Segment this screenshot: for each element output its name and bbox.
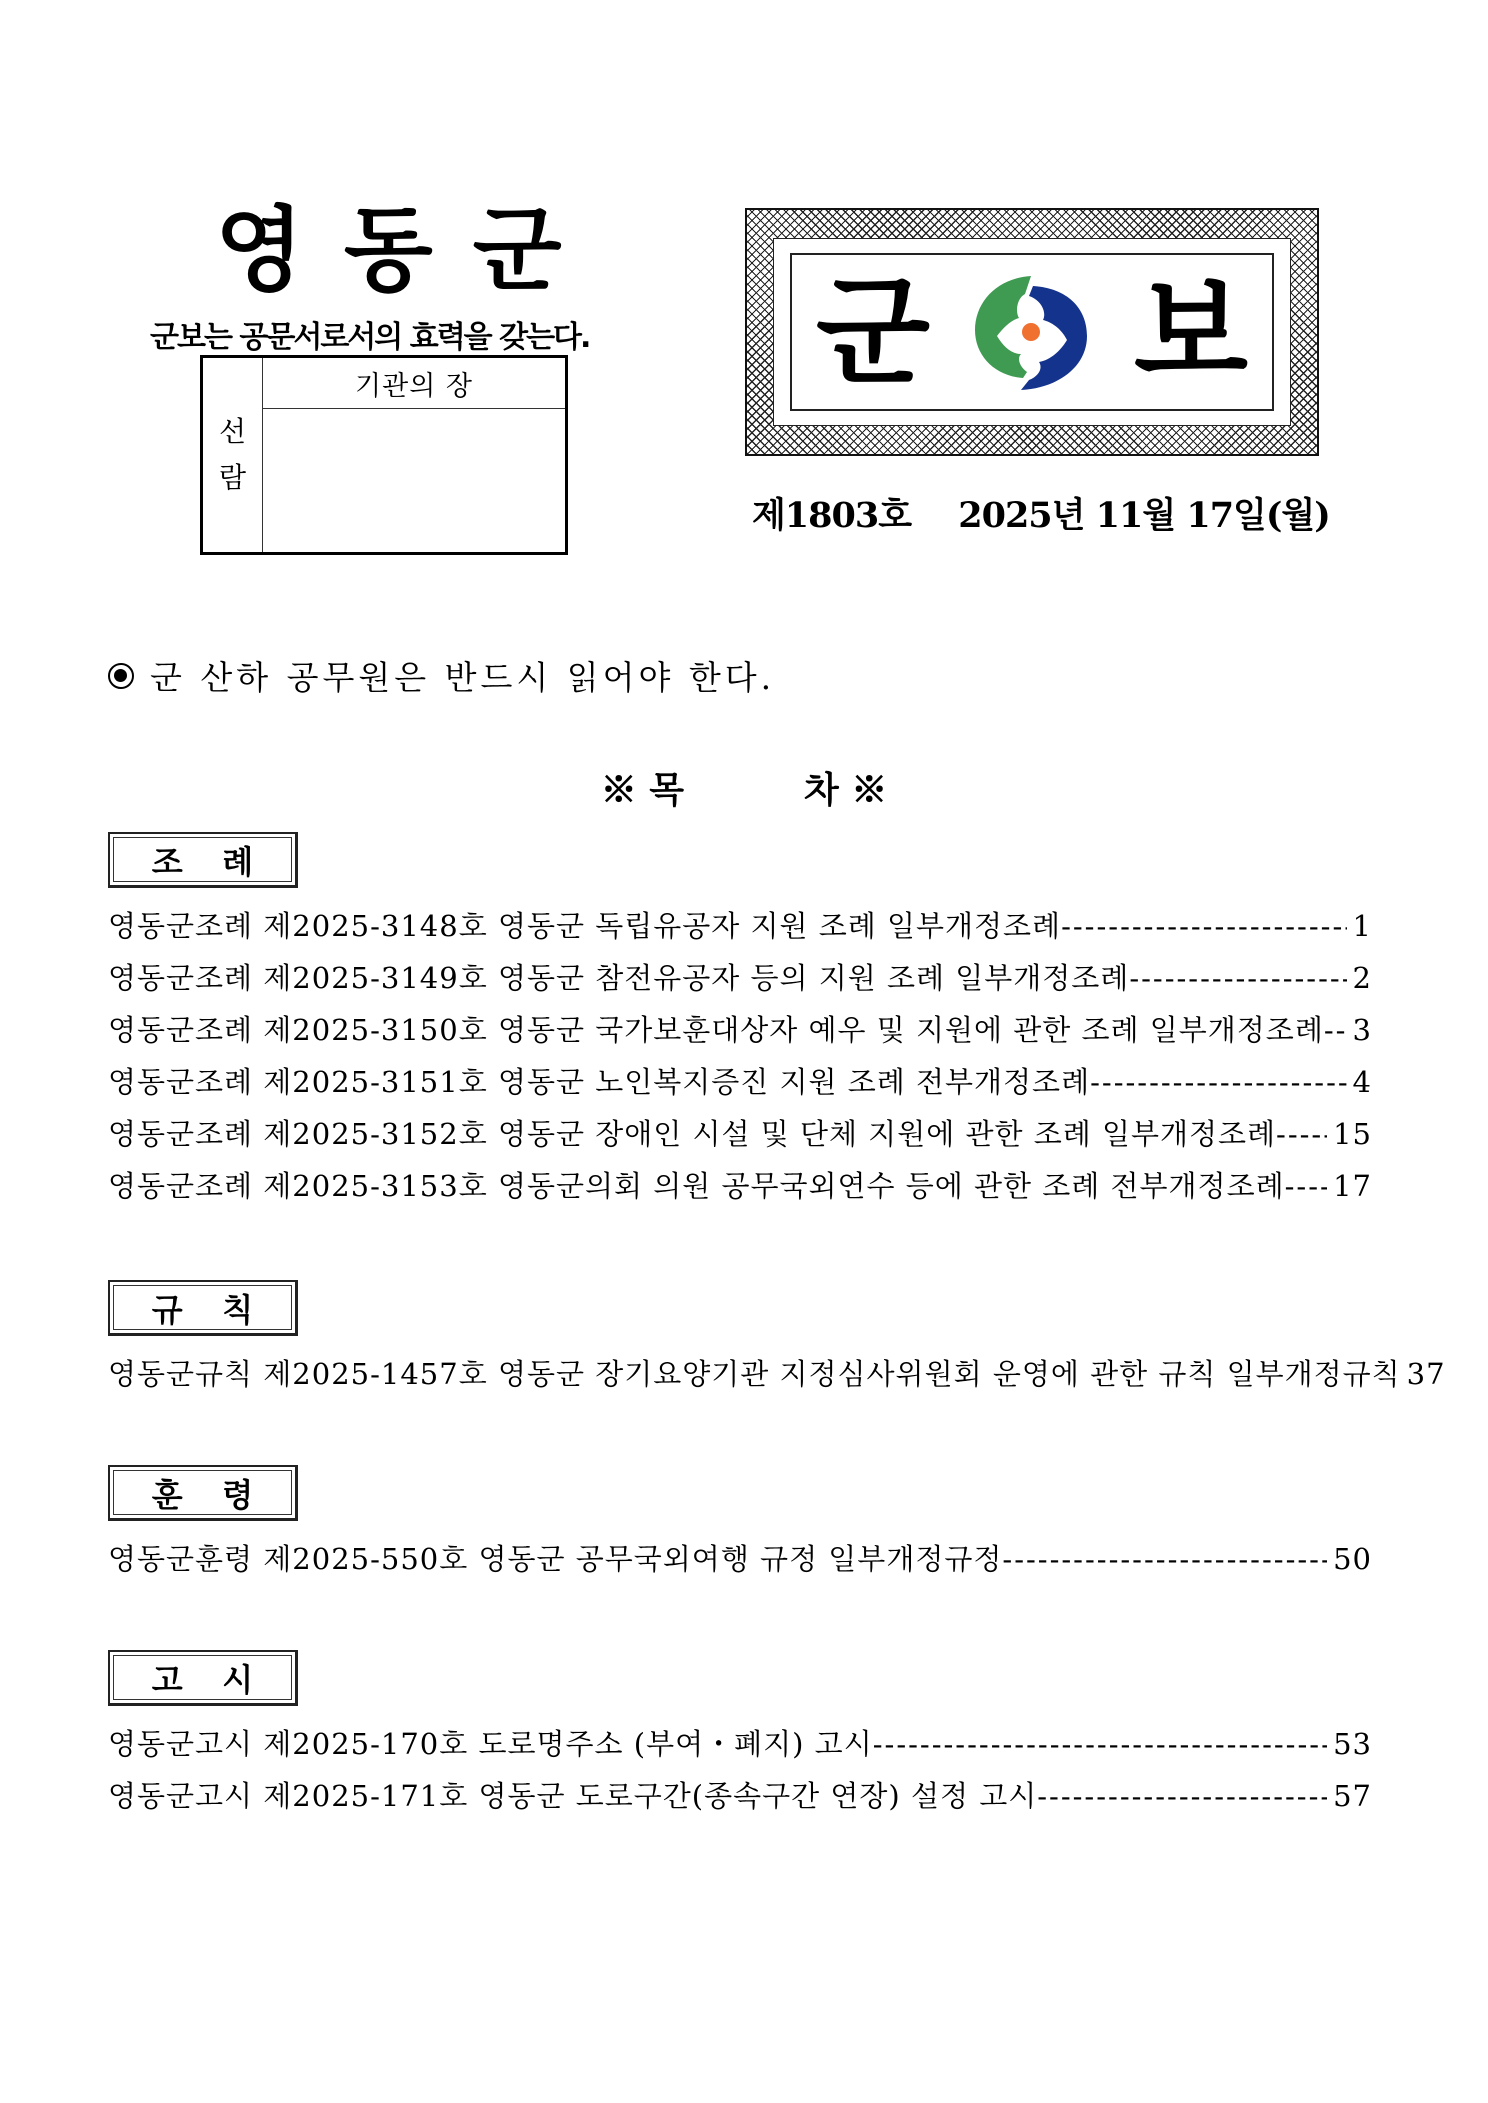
section-label-char: 칙 (222, 1290, 254, 1329)
toc-entry-page: 15 (1333, 1117, 1372, 1151)
toc-entry[interactable] (108, 956, 1372, 996)
notice-text: 군 산하 공무원은 반드시 읽어야 한다. (150, 658, 776, 697)
toc-entry[interactable] (108, 1060, 1372, 1100)
toc-entry-title: 영동군고시 제2025-171호 영동군 도로구간(종속구간 연장) 설정 고시 (108, 1779, 1038, 1813)
section-label-char: 례 (222, 842, 254, 881)
gazette-masthead (745, 208, 1319, 456)
toc-entry-title: 영동군고시 제2025-170호 도로명주소 (부여・폐지) 고시 (108, 1727, 873, 1761)
section-label-char: 고 (151, 1660, 183, 1699)
masthead-inner-panel (773, 238, 1291, 426)
issue-date: 2025년 11월 17일(월) (958, 495, 1330, 536)
toc-entry-page: 4 (1352, 1065, 1372, 1099)
toc-leader (1002, 1542, 1327, 1576)
toc-entry-title: 영동군조례 제2025-3152호 영동군 장애인 시설 및 단체 지원에 관한 조례 일부개정조례 (108, 1117, 1277, 1151)
review-side-label (203, 358, 263, 552)
toc-leader (1276, 1117, 1327, 1151)
toc-entry[interactable] (108, 1352, 1446, 1392)
toc-entry[interactable] (108, 1774, 1372, 1814)
toc-title (0, 762, 1488, 813)
toc-entry-title: 영동군조례 제2025-3153호 영동군의회 의원 공무국외연수 등에 관한 조례 전부개정조례 (108, 1169, 1285, 1203)
toc-leader (1129, 961, 1346, 995)
section-label-notice (108, 1650, 298, 1706)
toc-entry-page: 50 (1333, 1542, 1372, 1576)
yeongdong-county-emblem-icon (967, 272, 1097, 392)
toc-entry[interactable] (108, 1164, 1372, 1204)
fisheye-bullet-icon (108, 663, 134, 689)
review-label-char-1: 선 (218, 415, 247, 448)
review-label-char-2: 람 (218, 461, 247, 494)
issue-number: 제1803호 (752, 495, 912, 536)
toc-entry-page: 53 (1333, 1727, 1372, 1761)
toc-title-left: ※ 목 (600, 769, 684, 811)
section-label-char: 시 (222, 1660, 254, 1699)
county-name-title: 영동군 (215, 196, 602, 304)
toc-entry[interactable] (108, 1537, 1372, 1577)
validity-statement: 군보는 공문서로서의 효력을 갖는다. (150, 320, 590, 355)
toc-leader (1285, 1169, 1327, 1203)
toc-leader (1037, 1779, 1327, 1813)
toc-entry[interactable] (108, 1112, 1372, 1152)
section-label-char: 령 (222, 1475, 254, 1514)
toc-entry-page: 57 (1333, 1779, 1372, 1813)
review-signature-area (263, 408, 565, 552)
section-label-char: 조 (151, 842, 183, 881)
section-label-ordinance (108, 832, 298, 888)
toc-entry[interactable] (108, 1008, 1372, 1048)
toc-entry-title: 영동군조례 제2025-3148호 영동군 독립유공자 지원 조례 일부개정조례 (108, 909, 1062, 943)
review-column-header: 기관의 장 (263, 358, 565, 409)
toc-entry-title: 영동군규칙 제2025-1457호 영동군 장기요양기관 지정심사위원회 운영에 관한 규칙 일부개정규칙 (108, 1357, 1401, 1391)
toc-entry-page: 37 (1406, 1357, 1446, 1391)
masthead-frame (790, 253, 1274, 411)
toc-entry-page: 2 (1352, 961, 1372, 995)
toc-leader (1090, 1065, 1346, 1099)
toc-entry[interactable] (108, 1722, 1372, 1762)
masthead-char-right: 보 (1134, 263, 1248, 401)
notice-line (108, 652, 775, 699)
section-label-char: 규 (151, 1290, 183, 1329)
toc-entry-title: 영동군조례 제2025-3150호 영동군 국가보훈대상자 예우 및 지원에 관한 조례 일부개정조례 (108, 1013, 1324, 1047)
section-label-directive (108, 1465, 298, 1521)
toc-entry-title: 영동군훈령 제2025-550호 영동군 공무국외여행 규정 일부개정규정 (108, 1542, 1003, 1576)
toc-leader (1324, 1013, 1347, 1047)
toc-entry-page: 17 (1333, 1169, 1372, 1203)
toc-title-right: 차 ※ (804, 769, 888, 811)
issue-line (752, 488, 1366, 538)
toc-entry-title: 영동군조례 제2025-3149호 영동군 참전유공자 등의 지원 조례 일부개정조례 (108, 961, 1130, 995)
section-label-char: 훈 (151, 1475, 183, 1514)
toc-entry-page: 3 (1352, 1013, 1372, 1047)
toc-leader (1061, 909, 1346, 943)
toc-entry-title: 영동군조례 제2025-3151호 영동군 노인복지증진 지원 조례 전부개정조례 (108, 1065, 1091, 1099)
section-label-rule (108, 1280, 298, 1336)
masthead-char-left: 군 (816, 263, 930, 401)
review-approval-box (200, 355, 568, 555)
toc-leader (873, 1727, 1327, 1761)
toc-entry-page: 1 (1352, 909, 1372, 943)
toc-entry[interactable] (108, 904, 1372, 944)
